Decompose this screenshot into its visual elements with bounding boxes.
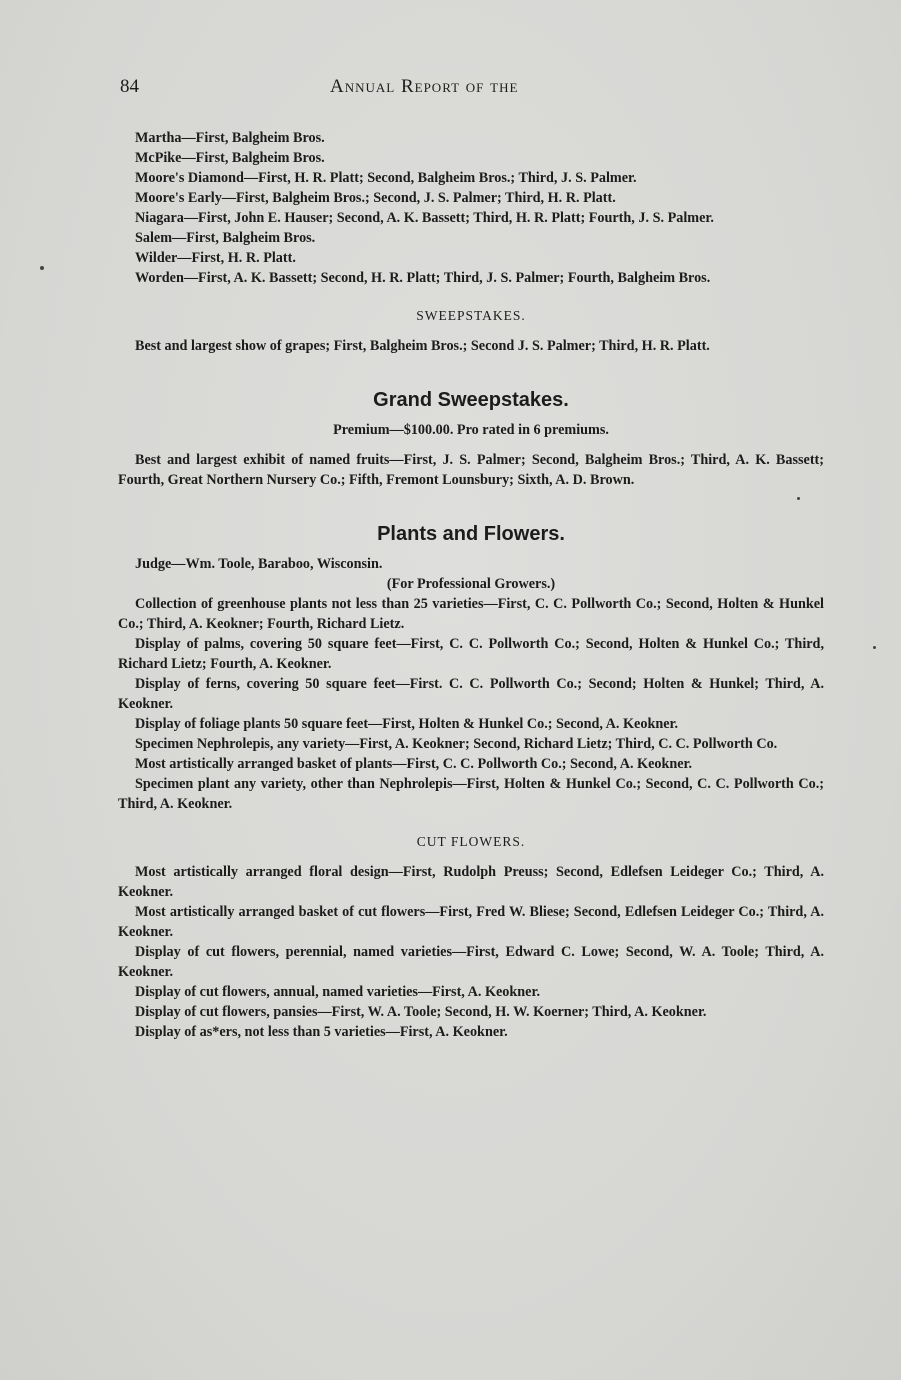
sweepstakes-heading: SWEEPSTAKES. [416, 308, 526, 323]
entry-salem: Salem—First, Balgheim Bros. [135, 230, 316, 246]
entry-nephrolepis: Specimen Nephrolepis, any variety—First, A. Keokner; Second, Richard Lietz; Third, C. C. Pollworth Co. [135, 736, 778, 752]
entry-greenhouse-collection: Collection of greenhouse plants not less than 25 varieties—First, C. C. Pollworth Co.; Second, Holten & Hunkel Co.; Third, A. Keokner; Fourth, Richard Lietz. [118, 596, 824, 632]
scan-speck [797, 497, 800, 500]
entry-floral-design: Most artistically arranged floral design—First, Rudolph Preuss; Second, Edlefsen Leideger Co.; Third, A. Keokner. [118, 864, 824, 900]
entry-pansies: Display of cut flowers, pansies—First, W. A. Toole; Second, H. W. Koerner; Third, A. Keokner. [135, 1004, 707, 1020]
entry-palms: Display of palms, covering 50 square feet—First, C. C. Pollworth Co.; Second, Holten & Hunkel Co.; Third, Richard Lietz; Fourth, A. Keokner. [118, 636, 824, 672]
entry-wilder: Wilder—First, H. R. Platt. [135, 250, 296, 266]
grand-sweepstakes-heading: Grand Sweepstakes. [373, 389, 569, 411]
sweepstakes-text: Best and largest show of grapes; First, Balgheim Bros.; Second J. S. Palmer; Third, H. R. Platt. [135, 338, 710, 354]
entry-mcpike: McPike—First, Balgheim Bros. [135, 150, 325, 166]
grape-entries [118, 128, 824, 288]
professional-growers-subheading: (For Professional Growers.) [386, 576, 556, 592]
entry-perennial: Display of cut flowers, perennial, named varieties—First, Edward C. Lowe; Second, W. A. Toole; Third, A. Keokner. [118, 944, 824, 980]
entry-moores-early: Moore's Early—First, Balgheim Bros.; Second, J. S. Palmer; Third, H. R. Platt. [135, 190, 616, 206]
judge-line: Judge—Wm. Toole, Baraboo, Wisconsin. [135, 556, 383, 572]
entry-ferns: Display of ferns, covering 50 square feet—First. C. C. Pollworth Co.; Second; Holten & Hunkel; Third, A. Keokner. [118, 676, 824, 712]
entry-annual: Display of cut flowers, annual, named varieties—First, A. Keokner. [135, 984, 540, 1000]
entry-specimen-plant: Specimen plant any variety, other than Nephrolepis—First, Holten & Hunkel Co.; Second, C. C. Pollworth Co.; Third, A. Keokner. [118, 776, 824, 812]
entry-basket-cut-flowers: Most artistically arranged basket of cut flowers—First, Fred W. Bliese; Second, Edlefsen Leideger Co.; Third, A. Keokner. [118, 904, 824, 940]
plants-entries [118, 594, 824, 814]
plants-and-flowers-heading: Plants and Flowers. [377, 523, 565, 545]
entry-asters: Display of as*ers, not less than 5 varieties—First, A. Keokner. [135, 1024, 508, 1040]
entry-martha: Martha—First, Balgheim Bros. [135, 130, 325, 146]
cut-flowers-entries [118, 862, 824, 1042]
scan-speck [873, 646, 876, 649]
entry-foliage: Display of foliage plants 50 square feet—First, Holten & Hunkel Co.; Second, A. Keokner. [135, 716, 679, 732]
entry-basket-of-plants: Most artistically arranged basket of plants—First, C. C. Pollworth Co.; Second, A. Keokner. [135, 756, 693, 772]
cut-flowers-heading: CUT FLOWERS. [416, 834, 526, 849]
page-header [118, 76, 824, 102]
premium-line: Premium—$100.00. Pro rated in 6 premiums. [333, 422, 609, 438]
grand-sweepstakes-text: Best and largest exhibit of named fruits—First, J. S. Palmer; Second, Balgheim Bros.; Third, A. K. Bassett; Fourth, Great Northern Nursery Co.; Fifth, Fremont Lounsbury; Sixth, A. D. Brown. [118, 452, 824, 488]
entry-niagara: Niagara—First, John E. Hauser; Second, A. K. Bassett; Third, H. R. Platt; Fourth, J. S. Palmer. [135, 210, 714, 226]
scan-speck [40, 266, 44, 270]
entry-moores-diamond: Moore's Diamond—First, H. R. Platt; Second, Balgheim Bros.; Third, J. S. Palmer. [135, 170, 637, 186]
page-number: 84 [120, 76, 139, 97]
running-title: Annual Report of the [330, 76, 519, 97]
entry-worden: Worden—First, A. K. Bassett; Second, H. R. Platt; Third, J. S. Palmer; Fourth, Balgheim Bros. [135, 270, 711, 286]
page-body [118, 128, 824, 1042]
